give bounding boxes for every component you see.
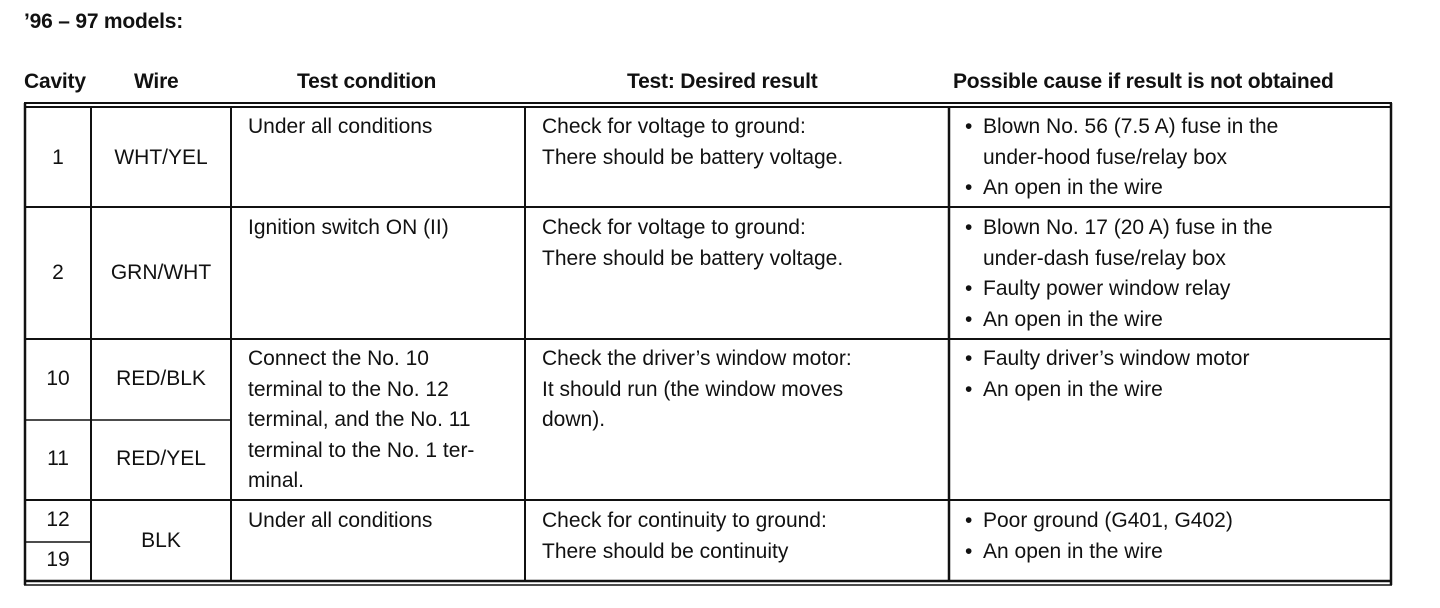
row1-wire: WHT/YEL [114,146,208,169]
row3-cavity-a: 10 [46,367,70,390]
row2-result: Check for voltage to ground: There should be battery voltage. [542,216,844,270]
row2-causes [965,213,1273,335]
list-item: • An open in the wire [965,305,1273,336]
header-cavity: Cavity [24,70,86,93]
list-item: • Blown No. 17 (20 A) fuse in the [965,213,1273,244]
row1-result: Check for voltage to ground: There should be battery voltage. [542,115,844,169]
row3-wire-b: RED/YEL [116,447,206,470]
list-item: • Blown No. 56 (7.5 A) fuse in the [965,112,1278,143]
row3-wire-a: RED/BLK [116,367,206,390]
list-item: • An open in the wire [965,173,1278,204]
list-item-continuation: under-dash fuse/relay box [983,246,1226,270]
list-item: • An open in the wire [965,537,1233,568]
row2-wire: GRN/WHT [110,261,212,284]
page-title: ’96 – 97 models: [24,10,184,33]
row4-result: Check for continuity to ground: There should be continuity [542,509,827,563]
header-desired-result: Test: Desired result [627,70,818,93]
row4-cavity-b: 19 [46,548,70,571]
row1-causes [965,112,1278,204]
row4-causes [965,506,1233,567]
list-item: • Poor ground (G401, G402) [965,506,1233,537]
row2-condition: Ignition switch ON (II) [248,216,449,239]
row2-cavity: 2 [52,261,64,284]
row4-cavity-a: 12 [46,508,70,531]
row3-result: Check the driver’s window motor: It should run (the window moves down). [542,347,852,431]
row3-causes [965,344,1249,405]
row3-condition: Connect the No. 10 terminal to the No. 12 terminal, and the No. 11 terminal to the No. 1 ter- minal. [248,347,475,492]
header-test-condition: Test condition [297,70,437,93]
row4-condition: Under all conditions [248,509,433,532]
list-item: • Faulty power window relay [965,274,1273,305]
list-item: • Faulty driver’s window motor [965,344,1249,375]
list-item: • An open in the wire [965,375,1249,406]
row1-condition: Under all conditions [248,115,433,138]
header-possible-cause: Possible cause if result is not obtained [953,70,1334,93]
header-wire: Wire [134,70,179,93]
row4-wire: BLK [141,529,181,552]
list-item-continuation: under-hood fuse/relay box [983,145,1227,169]
row1-cavity: 1 [52,146,64,169]
row3-cavity-b: 11 [47,447,69,470]
